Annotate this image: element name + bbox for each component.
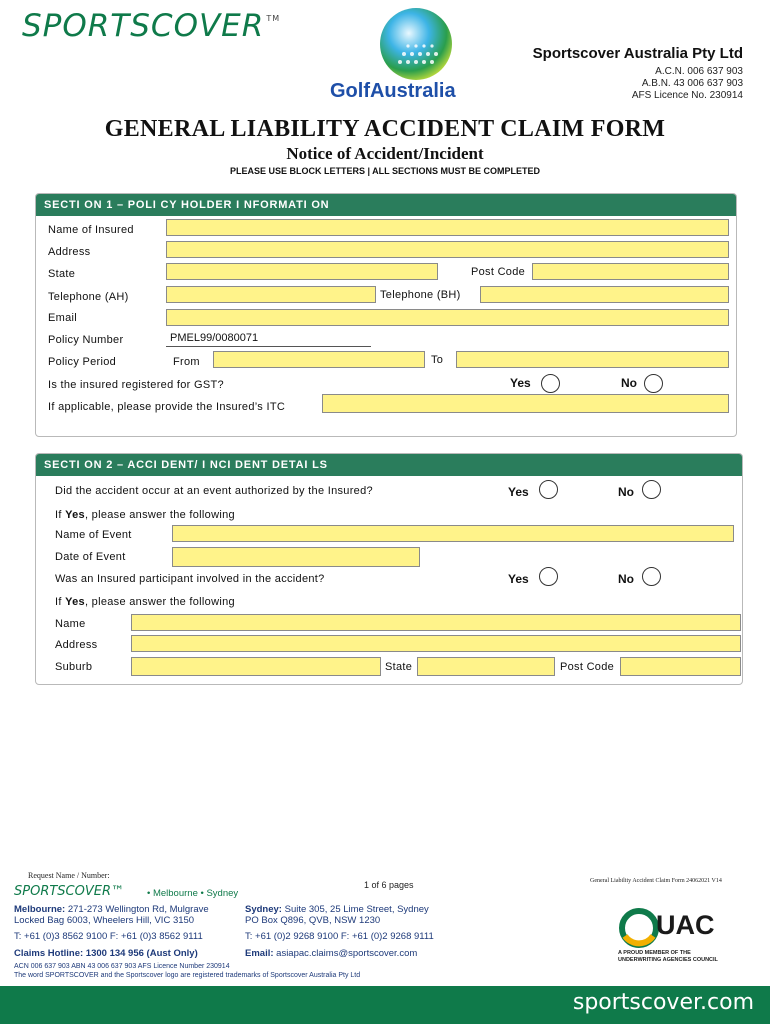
suburb-label: Suburb: [55, 661, 93, 673]
date-of-event-field[interactable]: [172, 547, 420, 567]
section-2-heading: SECTI ON 2 – ACCI DENT/ I NCI DENT DETAI LS: [36, 454, 742, 476]
post-code-field[interactable]: [532, 263, 729, 280]
footer-acn-line: ACN 006 637 903 ABN 43 006 637 903 AFS Licence Number 230914: [14, 963, 230, 970]
melbourne-address: Melbourne: 271-273 Wellington Rd, Mulgrave: [14, 904, 209, 915]
melbourne-phone: T: +61 (0)3 8562 9100 F: +61 (0)3 8562 9111: [14, 931, 203, 942]
uac-logo: [617, 906, 661, 950]
footer-logo: SPORTSCOVER™: [14, 884, 124, 899]
request-name-label: Request Name / Number:: [28, 871, 110, 880]
name-of-insured-field[interactable]: [166, 219, 729, 236]
event-yes-radio[interactable]: [539, 480, 558, 499]
footer-bar: [0, 986, 770, 1024]
if-yes-note-1: If Yes, please answer the following: [55, 509, 235, 521]
participant-post-code-label: Post Code: [560, 661, 615, 673]
participant-no-label: No: [618, 572, 634, 586]
state-field[interactable]: [166, 263, 438, 280]
policy-number-underline: [166, 346, 371, 347]
telephone-bh-field[interactable]: [480, 286, 729, 303]
participant-post-code-field[interactable]: [620, 657, 741, 676]
website-link[interactable]: sportscover.com: [572, 990, 754, 1015]
melbourne-address-2: Locked Bag 6003, Wheelers Hill, VIC 3150: [14, 915, 195, 926]
participant-yes-radio[interactable]: [539, 567, 558, 586]
gst-no-label: No: [621, 376, 637, 390]
policy-period-label: Policy Period: [48, 356, 117, 368]
email-label: Email: [48, 312, 78, 324]
participant-name-field[interactable]: [131, 614, 741, 631]
company-abn: A.B.N. 43 006 637 903: [641, 78, 743, 89]
section-2: [35, 453, 743, 685]
gst-yes-label: Yes: [510, 376, 531, 390]
email-field[interactable]: [166, 309, 729, 326]
period-to-field[interactable]: [456, 351, 729, 368]
gst-no-radio[interactable]: [644, 374, 663, 393]
itc-field[interactable]: [322, 394, 729, 413]
golf-australia-wordmark: GolfAustralia: [330, 80, 456, 102]
gst-yes-radio[interactable]: [541, 374, 560, 393]
gst-question: Is the insured registered for GST?: [48, 379, 224, 391]
company-details: [533, 45, 743, 102]
section-1-heading: SECTI ON 1 – POLI CY HOLDER I NFORMATI ON: [36, 194, 736, 216]
event-question: Did the accident occur at an event authorized by the Insured?: [55, 485, 373, 497]
participant-question: Was an Insured participant involved in the accident?: [55, 573, 325, 585]
date-of-event-label: Date of Event: [55, 551, 126, 563]
page-count: 1 of 6 pages: [364, 880, 414, 890]
participant-address-label: Address: [55, 639, 98, 651]
company-name: Sportscover Australia Pty Ltd: [532, 45, 743, 62]
section-1: [35, 193, 737, 437]
period-to-label: To: [431, 354, 444, 366]
name-of-event-label: Name of Event: [55, 529, 132, 541]
event-no-radio[interactable]: [642, 480, 661, 499]
sportscover-logo: SPORTSCOVER ™: [22, 8, 281, 44]
company-afs: AFS Licence No. 230914: [631, 90, 743, 101]
event-no-label: No: [618, 485, 634, 499]
form-instructions: PLEASE USE BLOCK LETTERS | ALL SECTIONS MUST BE COMPLETED: [229, 166, 541, 176]
participant-name-label: Name: [55, 618, 86, 630]
uac-ring-icon: [617, 906, 661, 950]
footer-trademark-line: The word SPORTSCOVER and the Sportscover logo are registered trademarks of Sportscover Australia Pty Ltd: [14, 972, 361, 979]
uac-member-text: A PROUD MEMBER OF THE: [618, 950, 691, 956]
form-title: GENERAL LIABILITY ACCIDENT CLAIM FORM: [104, 116, 666, 142]
claims-hotline: Claims Hotline: 1300 134 956 (Aust Only): [14, 948, 198, 959]
period-from-field[interactable]: [213, 351, 425, 368]
sydney-phone: T: +61 (0)2 9268 9100 F: +61 (0)2 9268 9111: [245, 931, 434, 942]
participant-yes-label: Yes: [508, 572, 529, 586]
event-yes-label: Yes: [508, 485, 529, 499]
itc-label: If applicable, please provide the Insured’s ITC: [48, 401, 286, 413]
uac-council-text: UNDERWRITING AGENCIES COUNCIL: [618, 957, 718, 963]
company-acn: A.C.N. 006 637 903: [655, 66, 743, 77]
period-from-label: From: [173, 356, 200, 368]
sydney-address: Sydney: Suite 305, 25 Lime Street, Sydney: [245, 904, 429, 915]
suburb-field[interactable]: [131, 657, 381, 676]
name-of-insured-label: Name of Insured: [48, 224, 134, 236]
name-of-event-field[interactable]: [172, 525, 734, 542]
post-code-label: Post Code: [471, 266, 526, 278]
participant-state-label: State: [385, 661, 413, 673]
telephone-ah-label: Telephone (AH): [48, 291, 129, 303]
sydney-address-2: PO Box Q896, QVB, NSW 1230: [245, 915, 381, 926]
form-subtitle: Notice of Accident/Incident: [286, 144, 484, 163]
uac-wordmark: UAC: [656, 910, 715, 940]
address-field[interactable]: [166, 241, 729, 258]
telephone-bh-label: Telephone (BH): [380, 289, 461, 301]
form-reference: General Liability Accident Claim Form 24062021 V14: [590, 878, 722, 884]
policy-number-label: Policy Number: [48, 334, 124, 346]
footer-cities: • Melbourne • Sydney: [147, 888, 239, 899]
participant-state-field[interactable]: [417, 657, 555, 676]
address-label: Address: [48, 246, 91, 258]
participant-address-field[interactable]: [131, 635, 741, 652]
participant-no-radio[interactable]: [642, 567, 661, 586]
claims-email: Email: asiapac.claims@sportscover.com: [245, 948, 418, 959]
if-yes-note-2: If Yes, please answer the following: [55, 596, 235, 608]
telephone-ah-field[interactable]: [166, 286, 376, 303]
state-label: State: [48, 268, 76, 280]
policy-number-value: PMEL99/0080071: [170, 332, 259, 344]
